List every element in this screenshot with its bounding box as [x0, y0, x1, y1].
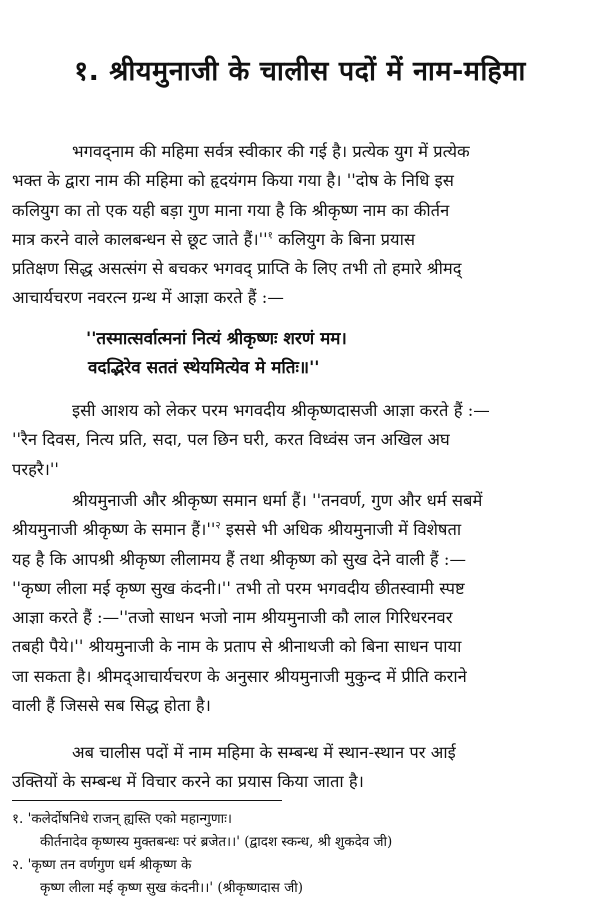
paragraph-text: इससे भी अधिक श्रीयमुनाजी में विशेषता: [220, 520, 462, 540]
paragraph-line: [12, 515, 590, 544]
footnote-2-line: २. 'कृष्ण तन वर्णगुण धर्म श्रीकृष्ण के: [12, 857, 192, 873]
paragraph-4: [12, 738, 590, 797]
paragraph-line: भक्त के द्वारा नाम की महिमा को हृदयंगम किया गया है। ''दोष के निधि इस: [12, 171, 454, 191]
paragraph-2: [12, 396, 590, 484]
paragraph-line: वाली हैं जिससे सब सिद्ध होता है।: [12, 696, 211, 716]
paragraph-line: उक्तियों के सम्बन्ध में विचार करने का प्रयास किया जाता है।: [12, 772, 364, 792]
quote-text: श्रीयमुनाजी श्रीकृष्ण के समान हैं।'': [12, 520, 216, 540]
paragraph-line: कलियुग का तो एक यही बड़ा गुण माना गया है कि श्रीकृष्ण नाम का कीर्तन: [12, 200, 450, 220]
verse-line: ''तस्मात्सर्वात्मनां नित्यं श्रीकृष्णः शरणं मम।: [86, 329, 347, 349]
paragraph-line: ''रैन दिवस, नित्य प्रति, सदा, पल छिन घरी, करत विध्वंस जन अखिल अघ: [12, 430, 450, 450]
paragraph-1: [12, 137, 590, 313]
footnote-2-line: कृष्ण लीला मई कृष्ण सुख कंदनी।।' (श्रीकृष्णदास जी): [40, 880, 303, 896]
paragraph-line: भगवद्नाम की महिमा सर्वत्र स्वीकार की गई है। प्रत्येक युग में प्रत्येक: [72, 142, 470, 161]
paragraph-line: तबही पैये।'' श्रीयमुनाजी के नाम के प्रताप से श्रीनाथजी को बिना साधन पाया: [12, 637, 462, 657]
quote-text: मात्र करने वाले कालबन्धन से छूट जाते हैं।'': [12, 229, 268, 249]
footnote-marker-2: २: [215, 520, 221, 532]
paragraph-line: इसी आशय को लेकर परम भगवदीय श्रीकृष्णदासजी आज्ञा करते हैं :—: [72, 401, 490, 420]
paragraph-3: [12, 486, 590, 720]
paragraph-line: आज्ञा करते हैं :—''तजो साधन भजो नाम श्रीयमुनाजी कौ लाल गिरिधरनवर: [12, 608, 453, 628]
footnote-1-line: १. 'कलेर्दोषनिधे राजन् ह्यस्ति एको महान्गुणाः।: [12, 811, 233, 827]
paragraph-line: जा सकता है। श्रीमद्आचार्यचरण के अनुसार श्रीयमुनाजी मुकुन्द में प्रीति कराने: [12, 666, 467, 686]
paragraph-text: कलियुग के बिना प्रयास: [272, 229, 416, 249]
sanskrit-verse: [86, 325, 586, 383]
paragraph-line: परहरै।'': [12, 459, 59, 479]
paragraph-line: श्रीयमुनाजी और श्रीकृष्ण समान धर्मा हैं। ''तनवर्ण, गुण और धर्म सबमें: [72, 491, 483, 510]
footnote-1-line: कीर्तनादेव कृष्णस्य मुक्तबन्धः परं ब्रजेत।।' (द्वादश स्कन्ध, श्री शुकदेव जी): [40, 834, 393, 850]
footnote-divider: [12, 800, 282, 801]
verse-line: वदद्भिरेव सततं स्थेयमित्येव मे मतिः॥'': [88, 358, 320, 378]
paragraph-line: [12, 225, 590, 254]
paragraph-line: प्रतिक्षण सिद्ध असत्संग से बचकर भगवद् प्राप्ति के लिए तभी तो हमारे श्रीमद्: [12, 259, 462, 279]
paragraph-line: ''कृष्ण लीला मई कृष्ण सुख कंदनी।'' तभी तो परम भगवदीय छीतस्वामी स्पष्ट: [12, 578, 465, 598]
chapter-title: १. श्रीयमुनाजी के चालीस पदों में नाम-महिमा: [74, 56, 526, 87]
footnotes: [12, 808, 590, 900]
footnote-marker-1: १: [267, 230, 273, 242]
paragraph-line: यह है कि आपश्री श्रीकृष्ण लीलामय हैं तथा श्रीकृष्ण को सुख देने वाली हैं :—: [12, 549, 466, 569]
paragraph-line: अब चालीस पदों में नाम महिमा के सम्बन्ध में स्थान-स्थान पर आई: [72, 743, 456, 762]
paragraph-line: आचार्यचरण नवरत्न ग्रन्थ में आज्ञा करते हैं :—: [12, 288, 284, 308]
